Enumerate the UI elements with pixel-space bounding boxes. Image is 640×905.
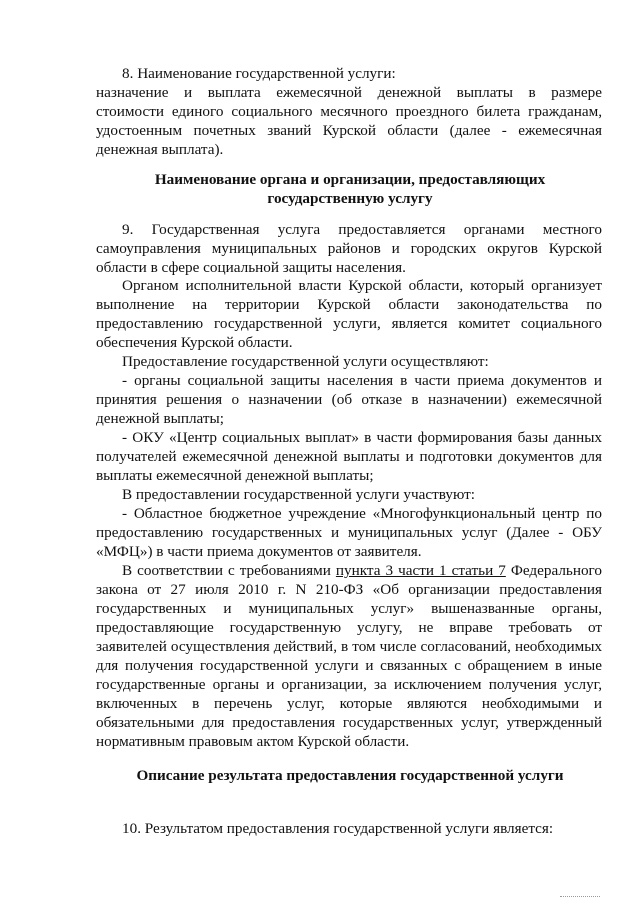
law-paragraph-line-2: закона от 27 июля 2010 г. N 210-ФЗ «Об организации предоставления: [96, 581, 602, 598]
law-paragraph-line-1: [122, 561, 602, 580]
section-8-line-1: назначение и выплата ежемесячной денежной выплаты в размере: [96, 84, 602, 101]
law-paragraph-line-8: включенных в перечень услуг, которые являются необходимыми и: [96, 695, 602, 712]
section-8-line-2: стоимости единого социального месячного проездного билета гражданам,: [96, 103, 602, 120]
bullet-1-line-2: принятия решения о назначении (об отказе в назначении) ежемесячной: [96, 391, 602, 408]
paragraph-organ-line-1: Органом исполнительной власти Курской области, который организует: [122, 277, 602, 294]
provide-intro: Предоставление государственной услуги осуществляют:: [122, 353, 489, 370]
paragraph-9-line-1: 9. Государственная услуга предоставляется органами местного: [122, 221, 602, 238]
law-article-link[interactable]: пункта 3 части 1 статьи 7: [335, 562, 506, 579]
law-paragraph-line-5: заявителей осуществления действий, в том числе согласований, необходимых: [96, 638, 602, 655]
bullet-2-line-2: получателей ежемесячной денежной выплаты и подготовки документов для: [96, 448, 602, 465]
law-paragraph-line-10: нормативным правовым актом Курской области.: [96, 733, 410, 750]
law-paragraph-line-6: для получения государственной услуги и связанных с обращением в иные: [96, 657, 602, 674]
section-8-line-3: удостоенным почетных званий Курской области (далее - ежемесячная: [96, 122, 602, 139]
scan-artifact: [560, 896, 600, 899]
bullet-2-line-1: - ОКУ «Центр социальных выплат» в части формирования базы данных: [122, 429, 602, 446]
section-8-title: 8. Наименование государственной услуги:: [122, 65, 396, 82]
bullet-2-line-3: выплаты ежемесячной денежной выплаты;: [96, 467, 374, 484]
law-paragraph-line-7: государственные органы и организации, за исключением получения услуг,: [96, 676, 602, 693]
bullet-3-line-3: «МФЦ») в части приема документов от заявителя.: [96, 543, 422, 560]
participate-intro: В предоставлении государственной услуги участвуют:: [122, 486, 475, 503]
heading-authority-line-1: Наименование органа и организации, предоставляющих: [154, 171, 546, 188]
bullet-3-line-1: - Областное бюджетное учреждение «Многофункциональный центр по: [122, 505, 602, 522]
heading-result: Описание результата предоставления государственной услуги: [136, 767, 564, 784]
bullet-3-line-2: предоставлению государственных и муниципальных услуг (Далее - ОБУ: [96, 524, 602, 541]
paragraph-9-line-2: самоуправления муниципальных районов и городских округов Курской: [96, 240, 602, 257]
paragraph-organ-line-4: обеспечения Курской области.: [96, 334, 293, 351]
law-paragraph-line-9: обязательными для предоставления государственных услуг, утвержденный: [96, 714, 602, 731]
law-paragraph-line-4: предоставляющие государственную услугу, не вправе требовать от: [96, 619, 602, 636]
paragraph-organ-line-2: выполнение на территории Курской области законодательства по: [96, 296, 602, 313]
law-paragraph-line-3: государственных и муниципальных услуг» вышеназванные органы,: [96, 600, 602, 617]
paragraph-organ-line-3: предоставлению государственной услуги, является комитет социального: [96, 315, 602, 332]
paragraph-9-line-3: области в сфере социальной защиты населения.: [96, 259, 406, 276]
law-paragraph-text: В соответствии с требованиями: [122, 562, 336, 579]
heading-authority-line-2: государственную услугу: [267, 190, 433, 207]
bullet-1-line-3: денежной выплаты;: [96, 410, 224, 427]
paragraph-10: 10. Результатом предоставления государственной услуги является:: [122, 820, 554, 837]
section-8-line-4: денежная выплата).: [96, 141, 224, 158]
law-paragraph-text: Федерального: [505, 562, 602, 579]
bullet-1-line-1: - органы социальной защиты населения в части приема документов и: [122, 372, 602, 389]
